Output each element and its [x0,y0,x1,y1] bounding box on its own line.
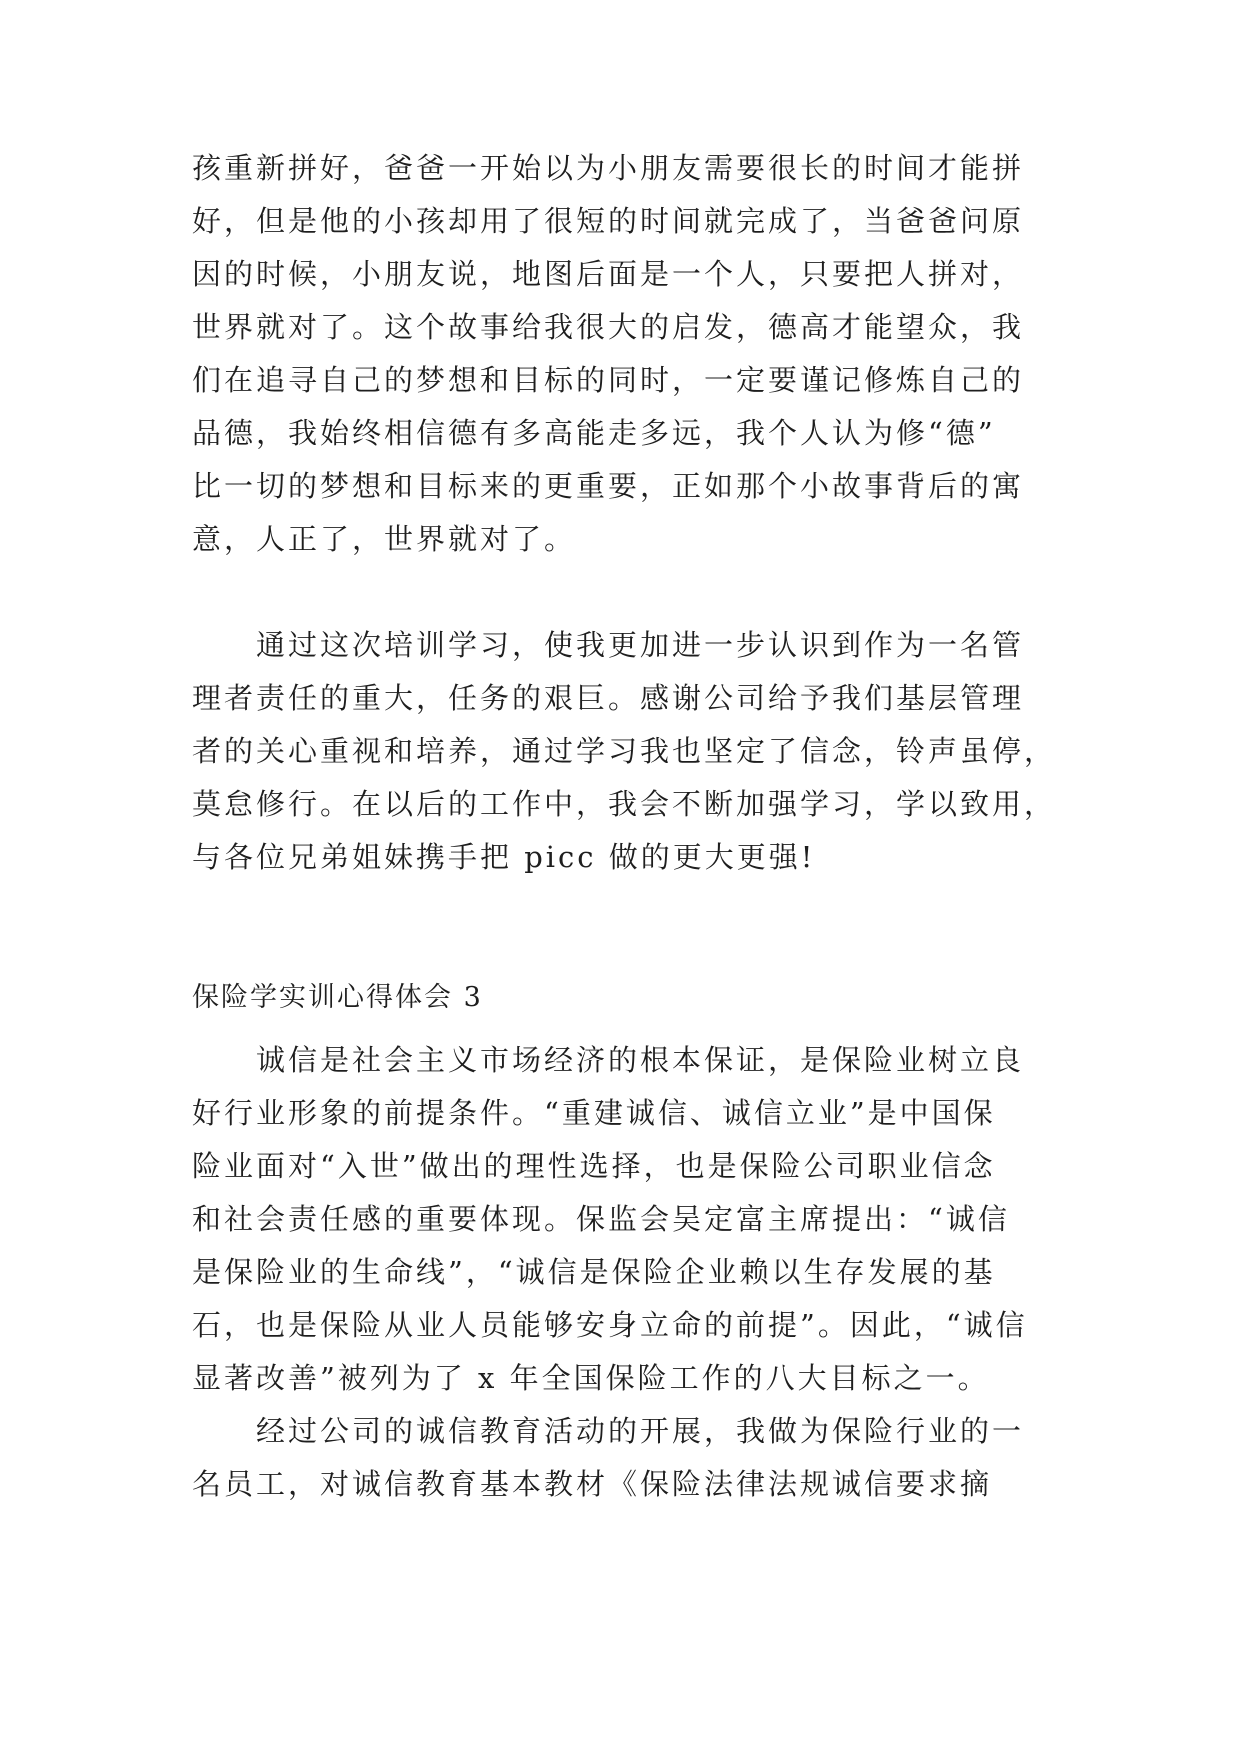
text-line: 与各位兄弟姐妹携手把 picc 做的更大更强! [192,840,816,874]
section-title: 保险学实训心得体会 3 [192,982,483,1013]
text-line: 意，人正了，世界就对了。 [192,522,577,556]
text-line: 比一切的梦想和目标来的更重要，正如那个小故事背后的寓 [192,469,1025,503]
text-line: 理者责任的重大，任务的艰巨。感谢公司给予我们基层管理 [192,681,1025,715]
text-line: 是保险业的生命线”，“诚信是保险企业赖以生存发展的基 [192,1255,996,1289]
text-line: 通过这次培训学习，使我更加进一步认识到作为一名管 [192,628,1025,662]
text-line: 显著改善”被列为了 x 年全国保险工作的八大目标之一。 [192,1361,990,1395]
text-line: 好行业形象的前提条件。“重建诚信、诚信立业”是中国保 [192,1096,996,1130]
text-line: 险业面对“入世”做出的理性选择，也是保险公司职业信念 [192,1149,996,1183]
text-line: 经过公司的诚信教育活动的开展，我做为保险行业的一 [192,1414,1025,1448]
text-line: 诚信是社会主义市场经济的根本保证，是保险业树立良 [192,1043,1025,1077]
text-line: 因的时候，小朋友说，地图后面是一个人，只要把人拼对， [192,257,1025,291]
text-line: 和社会责任感的重要体现。保监会吴定富主席提出：“诚信 [192,1202,1010,1236]
text-line: 名员工，对诚信教育基本教材《保险法律法规诚信要求摘 [192,1467,993,1501]
text-line: 品德，我始终相信德有多高能走多远，我个人认为修“德” [192,416,996,450]
text-line: 莫怠修行。在以后的工作中，我会不断加强学习，学以致用， [192,787,1057,821]
text-line: 石，也是保险从业人员能够安身立命的前提”。因此，“诚信 [192,1308,1028,1342]
text-line: 们在追寻自己的梦想和目标的同时，一定要谨记修炼自己的 [192,363,1025,397]
text-line: 好，但是他的小孩却用了很短的时间就完成了，当爸爸问原 [192,204,1025,238]
text-line: 孩重新拼好，爸爸一开始以为小朋友需要很长的时间才能拼 [192,151,1025,185]
text-line: 世界就对了。这个故事给我很大的启发，德高才能望众，我 [192,310,1025,344]
text-line: 者的关心重视和培养，通过学习我也坚定了信念，铃声虽停， [192,734,1057,768]
